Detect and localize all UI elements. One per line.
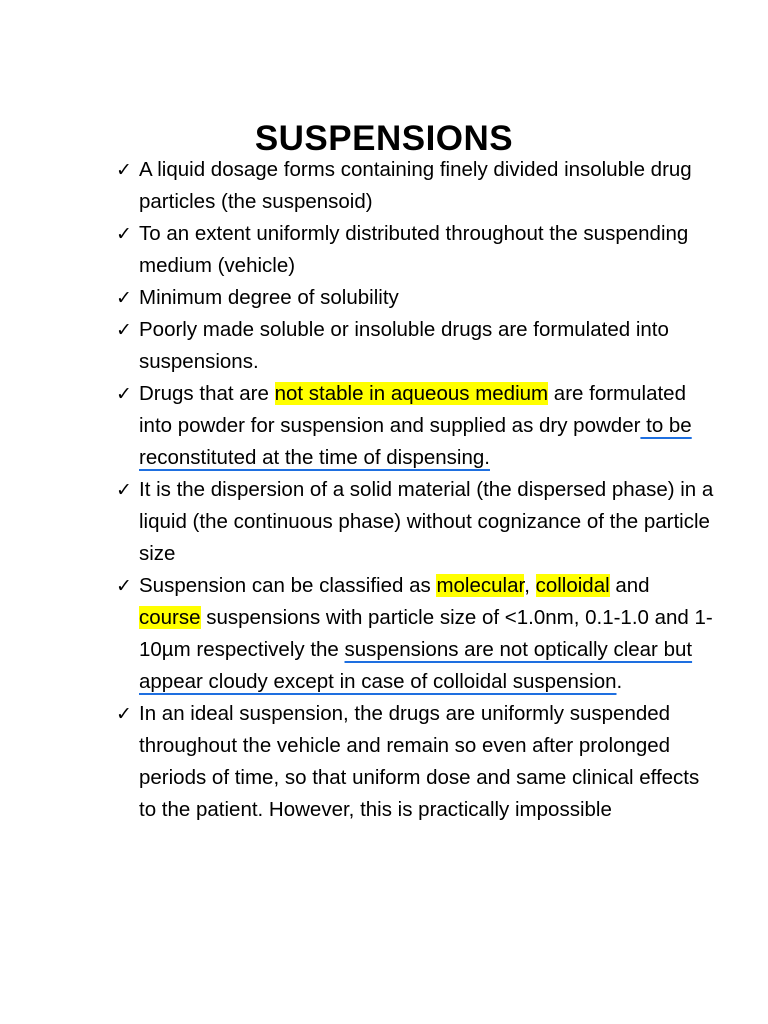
item-text [139,286,399,309]
page-title: SUSPENSIONS [254,119,514,159]
text-segment: suspensions with particle size of <1.0nm, 0.1-1.0 and 1-10µm respectively the [139,606,713,661]
list-item [116,698,716,826]
checkmark-icon: ✓ [116,319,132,341]
text-segment: . [616,670,623,693]
checkmark-icon: ✓ [116,703,132,725]
checkmark-icon: ✓ [116,223,132,245]
list-item [116,154,716,218]
item-text [139,318,669,373]
list-item [116,314,716,378]
checkmark-icon: ✓ [116,383,132,405]
list-item [116,378,716,474]
text-segment: and [609,574,650,597]
bullet-list [116,154,716,826]
text-segment: Drugs that are [139,382,275,405]
checkmark-icon: ✓ [116,159,132,181]
underlined-text: suspensions are not optically clear but appear cloudy except in case of colloidal suspension [139,638,693,693]
item-text [139,702,699,821]
text-segment: It is the dispersion of a solid material (the dispersed phase) in a liquid (the continuous phase) without cognizance of the particle size [139,478,714,565]
list-item [116,218,716,282]
highlighted-text: molecular [436,574,525,597]
text-segment: Poorly made soluble or insoluble drugs are formulated into suspensions. [139,318,669,373]
item-text [139,478,713,565]
underlined-text: to be reconstituted at the time of dispensing. [139,414,692,469]
text-segment: Suspension can be classified as [139,574,437,597]
text-segment: A liquid dosage forms containing finely divided insoluble drug particles (the suspensoid) [139,158,692,213]
highlighted-text: course [139,606,201,629]
list-item [116,474,716,570]
list-item [116,570,716,698]
item-text [139,222,688,277]
checkmark-icon: ✓ [116,287,132,309]
highlighted-text: colloidal [535,574,610,597]
checkmark-icon: ✓ [116,479,132,501]
text-segment: To an extent uniformly distributed throughout the suspending medium (vehicle) [139,222,689,277]
text-segment: are formulated into powder for suspension and supplied as dry powder [139,382,686,437]
text-segment: Minimum degree of solubility [139,286,399,309]
item-text [139,158,692,213]
item-text [139,574,713,693]
highlighted-text: not stable in aqueous medium [274,382,549,405]
text-segment: , [524,574,536,597]
list-item [116,282,716,314]
checkmark-icon: ✓ [116,575,132,597]
item-text [139,382,692,469]
text-segment: In an ideal suspension, the drugs are uniformly suspended throughout the vehicle and remain so even after prolonged periods of time, so that uniform dose and same clinical effects to the patient. However, this is practically impossible [139,702,700,821]
